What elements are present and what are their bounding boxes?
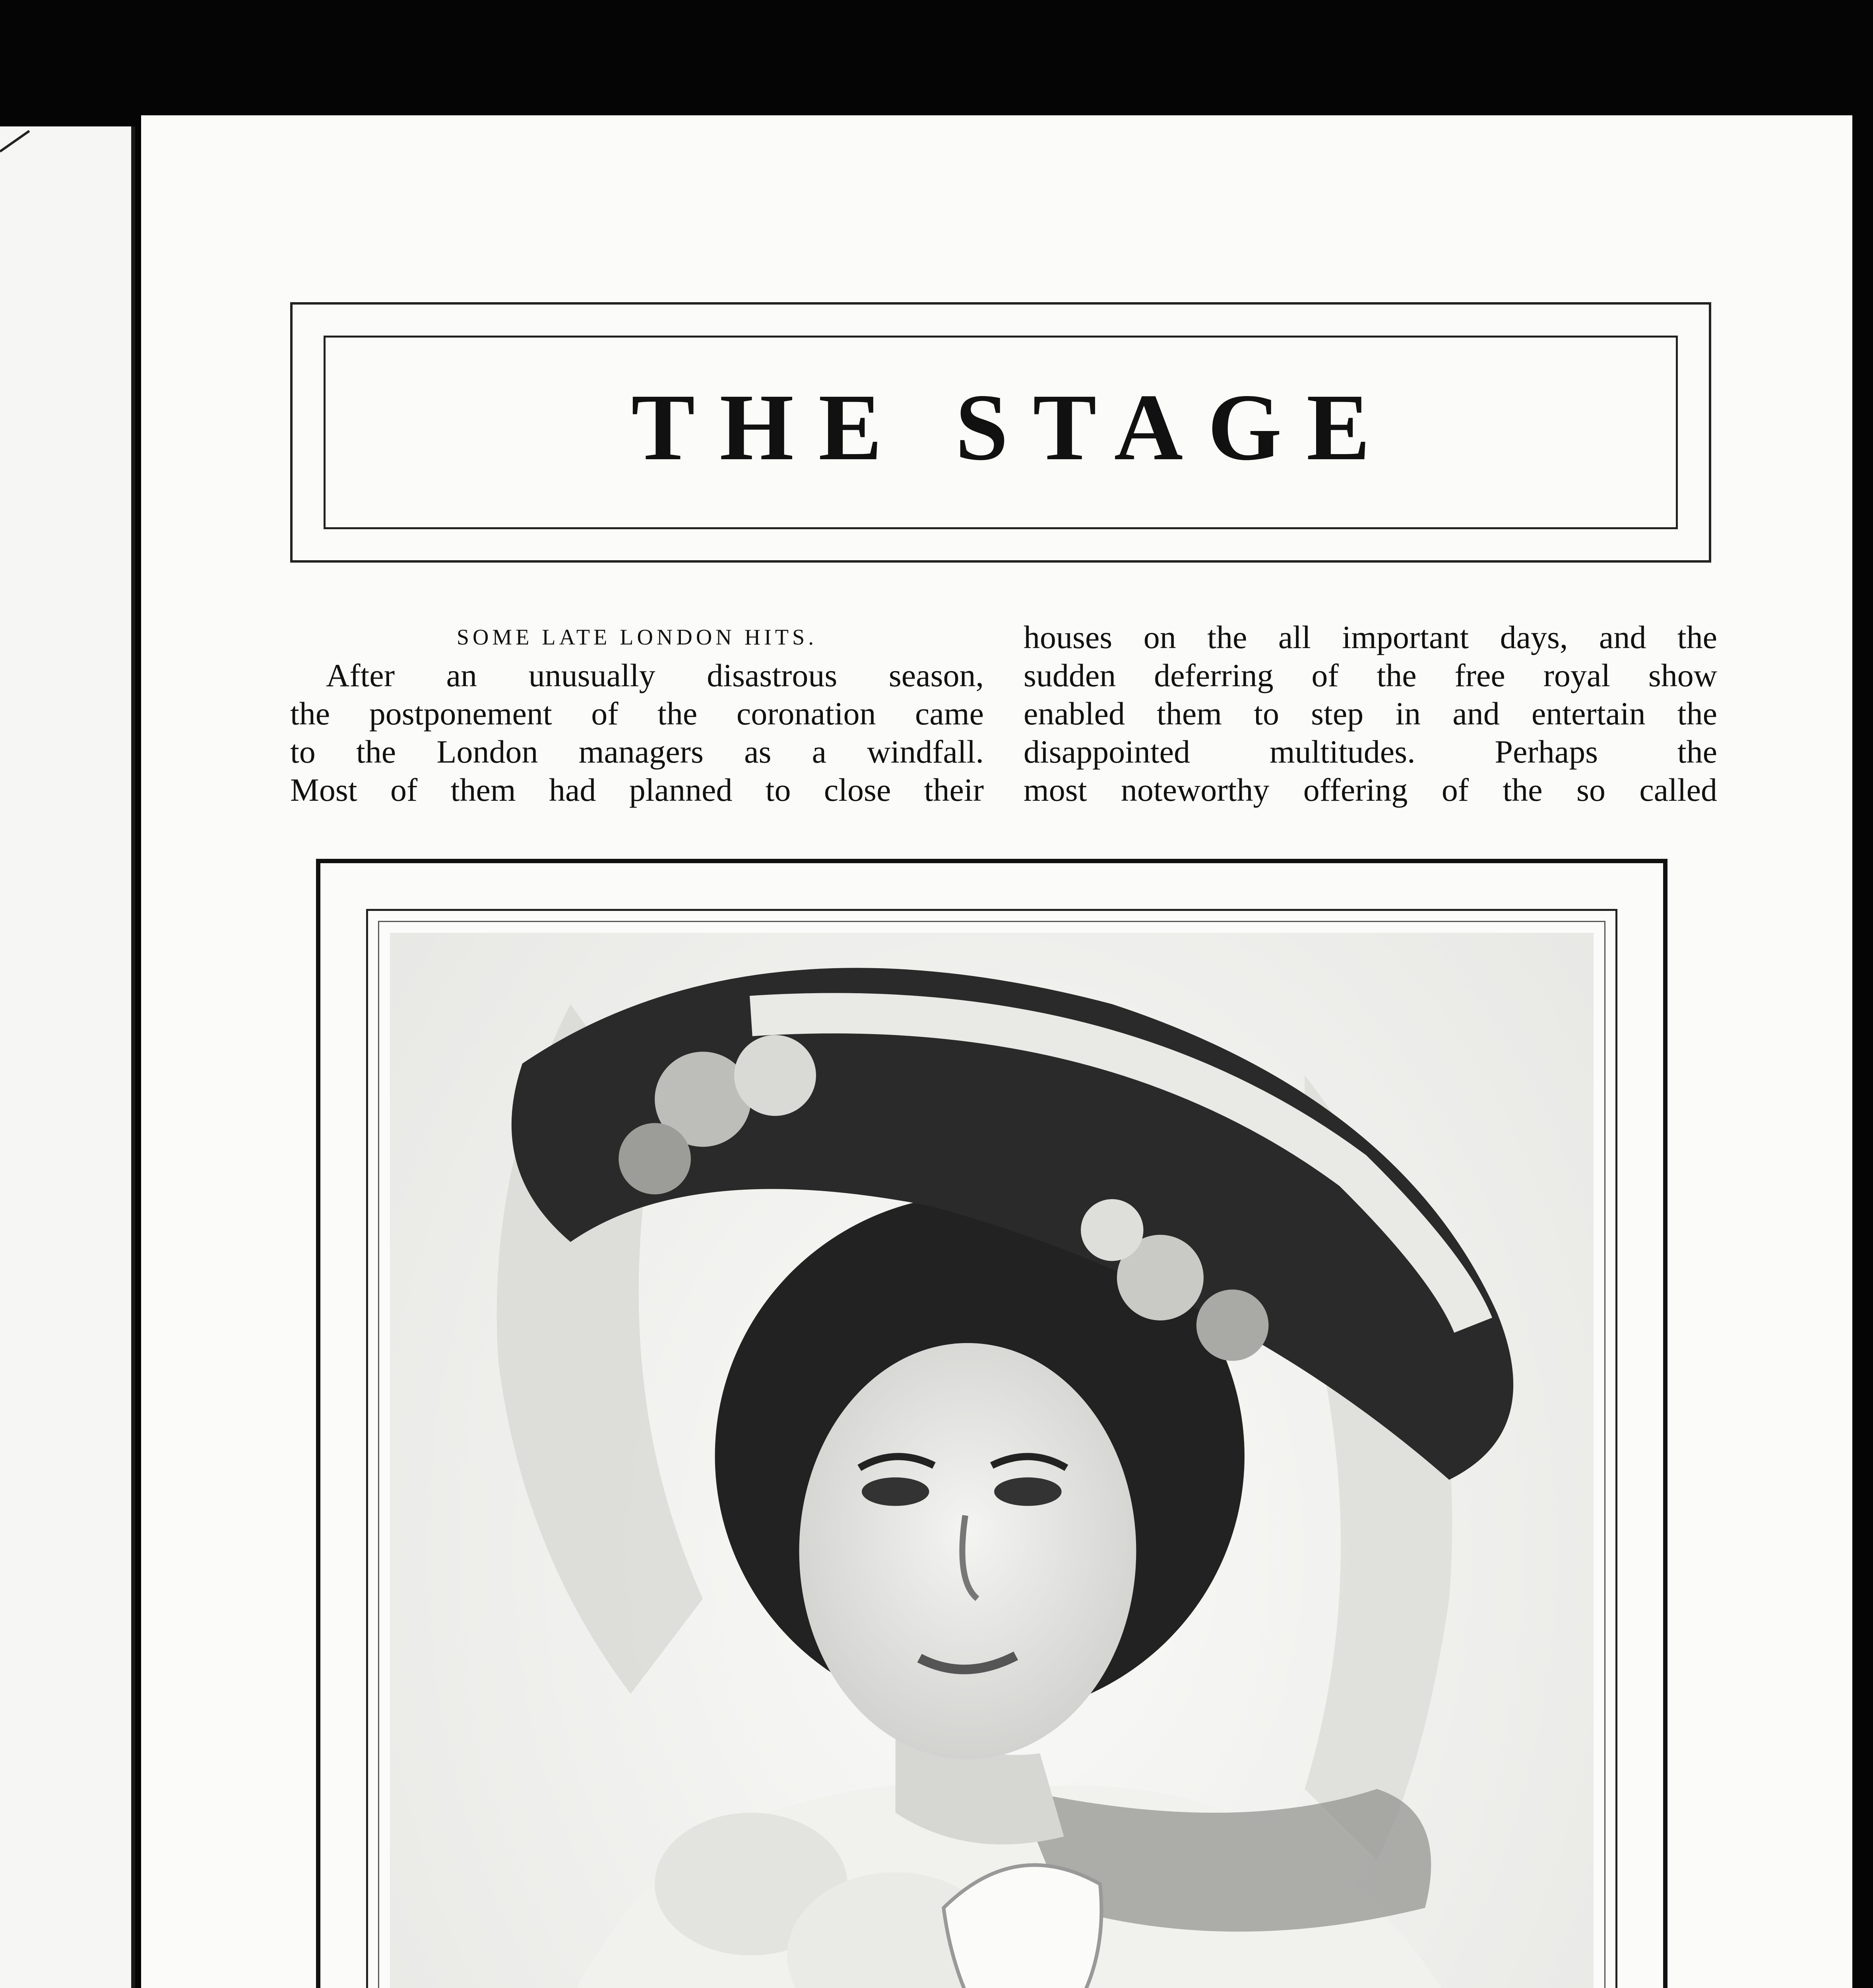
article-subhead: SOME LATE LONDON HITS. — [456, 625, 818, 650]
photo-frame — [316, 859, 1667, 1988]
previous-page-edge — [0, 126, 135, 1988]
article-line: most noteworthy offering of the so called — [1024, 772, 1717, 808]
title-inner-border — [324, 336, 1678, 529]
article-line: houses on the all important days, and the — [1024, 619, 1717, 655]
article-line: enabled them to step in and entertain the — [1024, 695, 1717, 732]
article-line: to the London managers as a windfall. — [290, 734, 984, 770]
page-fold-mark — [0, 130, 30, 153]
article-column-right — [1024, 618, 1717, 809]
portrait-photograph — [390, 933, 1594, 1988]
title-box — [290, 302, 1711, 563]
article-line: disappointed multitudes. Perhaps the — [1024, 734, 1717, 770]
article-line: Most of them had planned to close their — [290, 772, 984, 808]
page-title: THE STAGE — [631, 374, 1395, 480]
magazine-page — [141, 115, 1852, 1988]
article-column-left — [290, 618, 984, 809]
portrait-illustration — [390, 933, 1594, 1988]
article-line: After an unusually disastrous season, — [326, 657, 984, 693]
article-line: sudden deferring of the free royal show — [1024, 657, 1717, 693]
article-line: the postponement of the coronation came — [290, 695, 984, 732]
